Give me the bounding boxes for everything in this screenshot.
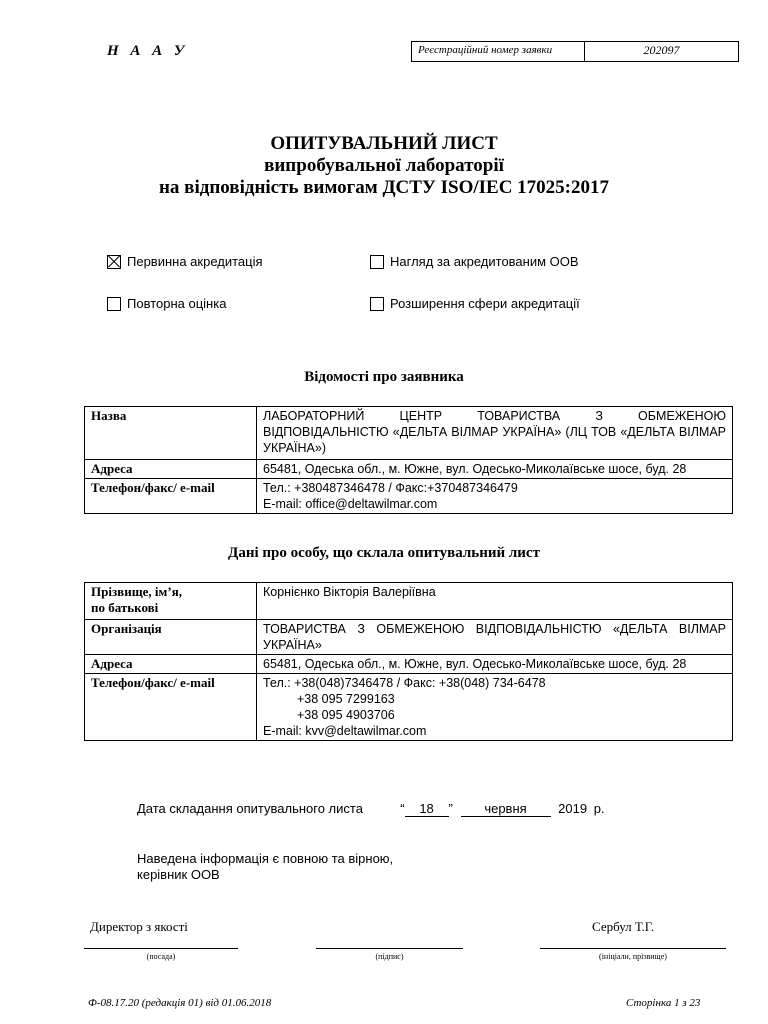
date-label: Дата складання опитувального листа bbox=[137, 801, 363, 816]
person-name-label-2: по батькові bbox=[91, 600, 159, 615]
table-row bbox=[85, 655, 733, 674]
applicant-phone-value: Тел.: +380487346478 / Факс:+370487346479 bbox=[263, 481, 518, 495]
date-month: червня bbox=[461, 801, 551, 817]
person-email-value: E-mail: kvv@deltawilmar.com bbox=[263, 724, 427, 738]
name-line bbox=[540, 948, 726, 949]
position-caption: (посада) bbox=[146, 952, 176, 961]
confirmation-text bbox=[137, 851, 393, 883]
date-open-quote: “ bbox=[400, 801, 405, 816]
checkbox-initial-accreditation[interactable] bbox=[107, 255, 121, 269]
checkbox-label: Первинна акредитація bbox=[127, 254, 263, 269]
person-name-label-cell bbox=[85, 583, 257, 620]
applicant-name-value: ЛАБОРАТОРНИЙ ЦЕНТР ТОВАРИСТВА З ОБМЕЖЕНОЮ ВІДПОВІДАЛЬНІСТЮ «ДЕЛЬТА ВІЛМАР УКРАЇНА» (ЛЦ ТОВ «ДЕЛЬТА ВІЛМАР УКРАЇНА») bbox=[257, 407, 733, 460]
person-phone-2: +38 095 7299163 bbox=[297, 692, 395, 706]
registration-number: 202097 bbox=[643, 43, 680, 57]
confirmation-line-2: керівник ООВ bbox=[137, 867, 220, 882]
signer-position: Директор з якості bbox=[90, 919, 188, 934]
applicant-address-label: Адреса bbox=[85, 460, 257, 479]
page-number: Сторінка 1 з 23 bbox=[626, 997, 701, 1009]
person-org-value: ТОВАРИСТВА З ОБМЕЖЕНОЮ ВІДПОВІДАЛЬНІСТЮ «ДЕЛЬТА ВІЛМАР УКРАЇНА» bbox=[257, 620, 733, 655]
person-table bbox=[84, 582, 733, 741]
date-line bbox=[137, 801, 605, 817]
date-close-quote: ” bbox=[448, 801, 453, 816]
applicant-name-label: Назва bbox=[85, 407, 257, 460]
checkbox-surveillance[interactable] bbox=[370, 255, 384, 269]
applicant-email-value: E-mail: office@deltawilmar.com bbox=[263, 497, 438, 511]
document-standard: на відповідність вимогам ДСТУ ISO/IEC 17025:2017 bbox=[158, 177, 610, 198]
applicant-address-value: 65481, Одеська обл., м. Южне, вул. Одесько-Миколаївське шосе, буд. 28 bbox=[257, 460, 733, 479]
applicant-contact-cell bbox=[257, 479, 733, 514]
person-name-label-1: Прізвище, ім’я, bbox=[91, 584, 183, 599]
person-phone-1: Тел.: +38(048)7346478 / Факс: +38(048) 734-6478 bbox=[263, 676, 546, 690]
applicant-heading: Відомості про заявника bbox=[304, 369, 464, 385]
checkbox-label: Нагляд за акредитованим ООВ bbox=[390, 254, 579, 269]
table-row bbox=[85, 620, 733, 655]
checkbox-label: Повторна оцінка bbox=[127, 296, 227, 311]
person-phone-label: Телефон/факс/ e-mail bbox=[85, 674, 257, 741]
signature-line bbox=[316, 948, 463, 949]
date-year: 2019 bbox=[558, 801, 588, 816]
position-line bbox=[84, 948, 238, 949]
person-org-label: Організація bbox=[85, 620, 257, 655]
registration-box bbox=[411, 41, 739, 62]
table-row bbox=[85, 407, 733, 460]
org-abbreviation: Н А А У bbox=[107, 43, 189, 59]
signature-caption: (підпис) bbox=[375, 952, 404, 961]
person-contact-cell bbox=[257, 674, 733, 741]
signer-name: Сербул Т.Г. bbox=[592, 919, 655, 934]
form-reference: Ф-08.17.20 (редакція 01) від 01.06.2018 bbox=[88, 997, 272, 1009]
person-name-value: Корнієнко Вікторія Валеріївна bbox=[257, 583, 733, 620]
checkbox-scope-extension[interactable] bbox=[370, 297, 384, 311]
checkbox-label: Розширення сфери акредитації bbox=[390, 296, 580, 311]
document-subtitle: випробувальної лабораторії bbox=[264, 155, 504, 176]
table-row bbox=[85, 460, 733, 479]
confirmation-line-1: Наведена інформація є повною та вірною, bbox=[137, 851, 394, 866]
applicant-phone-label: Телефон/факс/ e-mail bbox=[85, 479, 257, 514]
registration-label: Реєстраційний номер заявки bbox=[412, 42, 585, 61]
applicant-table bbox=[84, 406, 733, 514]
table-row bbox=[85, 583, 733, 620]
date-suffix: р. bbox=[593, 801, 605, 816]
person-heading: Дані про особу, що склала опитувальний лист bbox=[228, 545, 540, 561]
person-address-value: 65481, Одеська обл., м. Южне, вул. Одесько-Миколаївське шосе, буд. 28 bbox=[257, 655, 733, 674]
name-caption: (ініціали, прізвище) bbox=[599, 952, 667, 961]
document-title: ОПИТУВАЛЬНИЙ ЛИСТ bbox=[270, 133, 498, 154]
date-day: 18 bbox=[405, 801, 449, 817]
table-row bbox=[85, 479, 733, 514]
table-row bbox=[85, 674, 733, 741]
person-address-label: Адреса bbox=[85, 655, 257, 674]
person-phone-3: +38 095 4903706 bbox=[297, 708, 395, 722]
checkbox-reassessment[interactable] bbox=[107, 297, 121, 311]
